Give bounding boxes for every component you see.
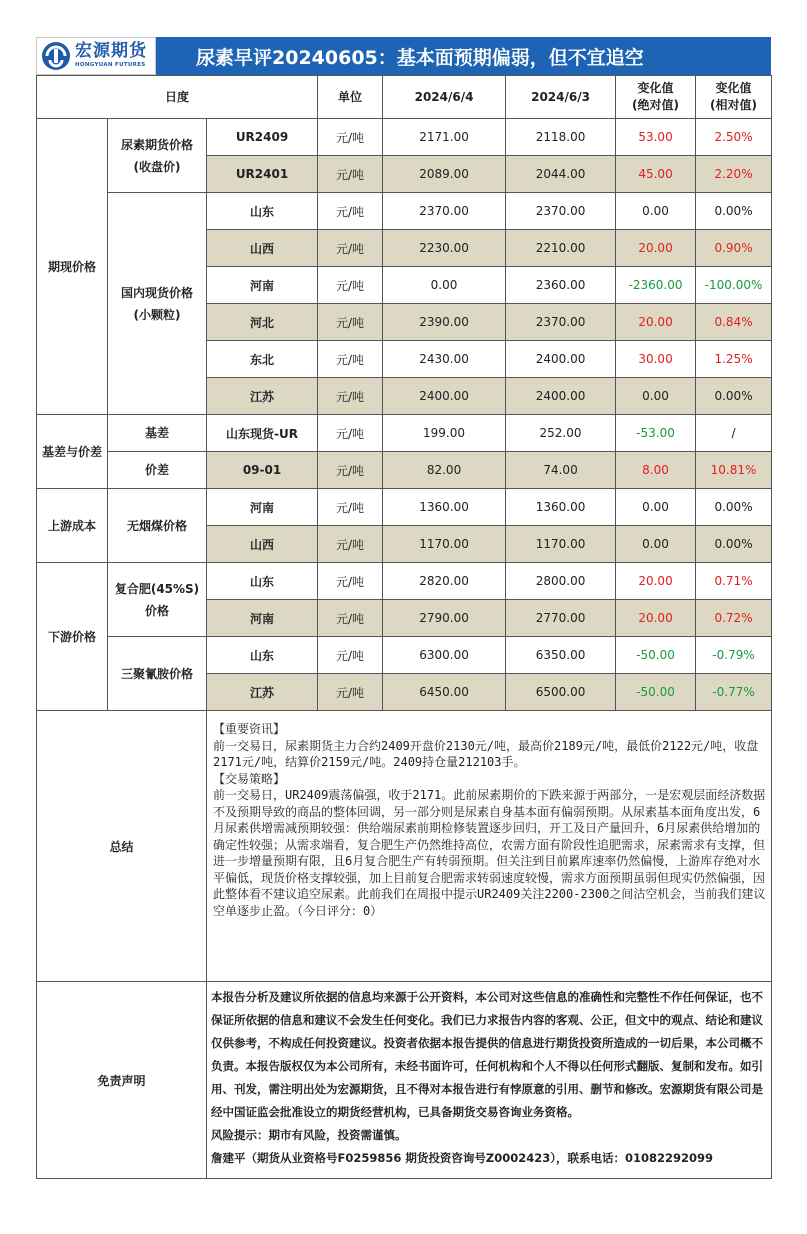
row-change-rel: 0.00% <box>696 489 772 526</box>
row-item: 山东 <box>207 637 318 674</box>
table-row <box>37 637 772 674</box>
row-item: 山西 <box>207 230 318 267</box>
news-text: 前一交易日，尿素期货主力合约2409开盘价2130元/吨，最高价2189元/吨，最低价2122元/吨，收盘2171元/吨，结算价2159元/吨。2409持仓量212103手。 <box>213 738 759 769</box>
row-change-abs: 53.00 <box>616 119 696 156</box>
row-value-previous: 2800.00 <box>506 563 616 600</box>
row-change-abs: 8.00 <box>616 452 696 489</box>
row-unit: 元/吨 <box>318 526 383 563</box>
row-value-current: 2820.00 <box>383 563 506 600</box>
row-value-current: 2430.00 <box>383 341 506 378</box>
row-change-rel: 1.25% <box>696 341 772 378</box>
row-value-current: 1360.00 <box>383 489 506 526</box>
disclaimer-content <box>207 982 772 1179</box>
row-item: UR2409 <box>207 119 318 156</box>
risk-notice: 风险提示：期市有风险，投资需谨慎。 <box>211 1128 407 1142</box>
section-basis-spread: 基差与价差 <box>37 415 108 489</box>
group-futures-price: 尿素期货价格 (收盘价) <box>108 119 207 193</box>
strategy-text: 前一交易日，UR2409震荡偏强，收于2171。此前尿素期价的下跌来源于两部分，一是宏观层面经济数据不及预期导致的商品的整体回调，另一部分则是尿素自身基本面有偏弱预期。从尿素基本面角度出发，6月尿素供增需减预期较强：供给端尿素前期检修装置逐步回归，开工及日产量回升，6月尿素供给增加的确定性较强；从需求端看，复合肥生产仍然维持高位，农需方面有阶段性追肥需求，尿素需求有支撑，但进一步增量预期有限，且6月复合肥生产有转弱预期。但关注到目前累库速率仍然偏慢，上游库存绝对水平偏低，现货价格支撑较强，加上目前复合肥需求转弱速度较慢，需求方面预期虽弱但现实仍然偏强，因此整体看不建议追空尿素。此前我们在周报中提示UR2409关注2200-2300之间沽空机会，当前我们建议空单逐步止盈。（今日评分：0） <box>213 788 766 918</box>
row-unit: 元/吨 <box>318 637 383 674</box>
row-value-previous: 6350.00 <box>506 637 616 674</box>
row-change-abs: 0.00 <box>616 378 696 415</box>
row-value-previous: 2770.00 <box>506 600 616 637</box>
table-row <box>37 452 772 489</box>
row-change-rel: 0.84% <box>696 304 772 341</box>
row-item: 河北 <box>207 304 318 341</box>
table-header-row <box>37 76 772 119</box>
row-unit: 元/吨 <box>318 489 383 526</box>
row-change-abs: 30.00 <box>616 341 696 378</box>
row-item: 山东 <box>207 193 318 230</box>
row-change-abs: 0.00 <box>616 193 696 230</box>
company-logo-icon <box>41 41 71 71</box>
row-value-current: 2790.00 <box>383 600 506 637</box>
row-change-abs: 0.00 <box>616 526 696 563</box>
col-header-date1: 2024/6/4 <box>383 76 506 119</box>
row-change-rel: 0.00% <box>696 526 772 563</box>
row-change-rel: -0.77% <box>696 674 772 711</box>
table-row <box>37 193 772 230</box>
report-page <box>36 37 771 1179</box>
row-change-rel: 2.50% <box>696 119 772 156</box>
row-change-abs: 20.00 <box>616 304 696 341</box>
row-value-previous: 1170.00 <box>506 526 616 563</box>
news-heading: 【重要资讯】 <box>213 722 286 736</box>
row-change-abs: -53.00 <box>616 415 696 452</box>
row-item: 河南 <box>207 600 318 637</box>
row-unit: 元/吨 <box>318 267 383 304</box>
row-value-previous: 2400.00 <box>506 378 616 415</box>
company-logo <box>36 37 156 75</box>
summary-content <box>207 711 772 982</box>
row-change-rel: 0.00% <box>696 378 772 415</box>
row-unit: 元/吨 <box>318 119 383 156</box>
row-item: UR2401 <box>207 156 318 193</box>
row-value-previous: 6500.00 <box>506 674 616 711</box>
group-basis: 基差 <box>108 415 207 452</box>
row-change-rel: 0.00% <box>696 193 772 230</box>
row-value-current: 2089.00 <box>383 156 506 193</box>
row-change-rel: / <box>696 415 772 452</box>
row-value-previous: 2210.00 <box>506 230 616 267</box>
row-change-abs: 0.00 <box>616 489 696 526</box>
disclaimer-label: 免责声明 <box>37 982 207 1179</box>
table-row <box>37 563 772 600</box>
group-anthracite-price: 无烟煤价格 <box>108 489 207 563</box>
row-item: 山东现货-UR <box>207 415 318 452</box>
strategy-heading: 【交易策略】 <box>213 771 286 786</box>
row-value-current: 2400.00 <box>383 378 506 415</box>
row-change-rel: -100.00% <box>696 267 772 304</box>
row-value-current: 1170.00 <box>383 526 506 563</box>
row-change-abs: 20.00 <box>616 230 696 267</box>
table-row <box>37 415 772 452</box>
row-change-abs: 45.00 <box>616 156 696 193</box>
row-value-previous: 252.00 <box>506 415 616 452</box>
row-unit: 元/吨 <box>318 452 383 489</box>
row-value-current: 2171.00 <box>383 119 506 156</box>
section-upstream-cost: 上游成本 <box>37 489 108 563</box>
row-unit: 元/吨 <box>318 304 383 341</box>
group-compound-fertilizer-price: 复合肥(45%S) 价格 <box>108 563 207 637</box>
logo-english-name: HONGYUAN FUTURES <box>75 62 146 69</box>
row-unit: 元/吨 <box>318 156 383 193</box>
row-value-current: 2390.00 <box>383 304 506 341</box>
report-title: 尿素早评20240605：基本面预期偏弱，但不宜追空 <box>156 37 771 75</box>
row-item: 江苏 <box>207 378 318 415</box>
row-item: 09-01 <box>207 452 318 489</box>
disclaimer-text: 本报告分析及建议所依据的信息均来源于公开资料，本公司对这些信息的准确性和完整性不作任何保证，也不保证所依据的信息和建议不会发生任何变化。我们已力求报告内容的客观、公正，但文中的观点、结论和建议仅供参考，不构成任何投资建议。投资者依据本报告提供的信息进行期货投资所造成的一切后果，本公司概不负责。本报告版权仅为本公司所有，未经书面许可，任何机构和个人不得以任何形式翻版、复制和发布。如引用、刊发，需注明出处为宏源期货，且不得对本报告进行有悖原意的引用、删节和修改。宏源期货有限公司是经中国证监会批准设立的期货经营机构，已具备期货交易咨询业务资格。 <box>211 990 763 1119</box>
row-value-current: 2370.00 <box>383 193 506 230</box>
row-unit: 元/吨 <box>318 230 383 267</box>
row-change-abs: -50.00 <box>616 637 696 674</box>
row-unit: 元/吨 <box>318 674 383 711</box>
price-table <box>36 75 772 1179</box>
col-header-dim: 日度 <box>37 76 318 119</box>
row-value-previous: 2360.00 <box>506 267 616 304</box>
row-change-abs: 20.00 <box>616 600 696 637</box>
report-header <box>36 37 771 75</box>
row-item: 山西 <box>207 526 318 563</box>
row-unit: 元/吨 <box>318 600 383 637</box>
row-value-current: 82.00 <box>383 452 506 489</box>
row-unit: 元/吨 <box>318 341 383 378</box>
row-change-rel: 0.72% <box>696 600 772 637</box>
row-value-previous: 2370.00 <box>506 193 616 230</box>
section-futures-spot: 期现价格 <box>37 119 108 415</box>
row-value-current: 6450.00 <box>383 674 506 711</box>
row-item: 河南 <box>207 489 318 526</box>
row-value-previous: 1360.00 <box>506 489 616 526</box>
row-value-current: 0.00 <box>383 267 506 304</box>
row-change-abs: -50.00 <box>616 674 696 711</box>
row-value-current: 199.00 <box>383 415 506 452</box>
row-change-rel: -0.79% <box>696 637 772 674</box>
row-unit: 元/吨 <box>318 193 383 230</box>
row-item: 江苏 <box>207 674 318 711</box>
row-change-rel: 0.90% <box>696 230 772 267</box>
row-value-previous: 2370.00 <box>506 304 616 341</box>
row-unit: 元/吨 <box>318 563 383 600</box>
row-value-previous: 74.00 <box>506 452 616 489</box>
disclaimer-row <box>37 982 772 1179</box>
col-header-change-rel: 变化值 (相对值) <box>696 76 772 119</box>
row-value-current: 6300.00 <box>383 637 506 674</box>
row-value-previous: 2400.00 <box>506 341 616 378</box>
row-change-abs: 20.00 <box>616 563 696 600</box>
table-row <box>37 119 772 156</box>
row-item: 东北 <box>207 341 318 378</box>
row-change-rel: 0.71% <box>696 563 772 600</box>
group-melamine-price: 三聚氰胺价格 <box>108 637 207 711</box>
col-header-date2: 2024/6/3 <box>506 76 616 119</box>
summary-label: 总结 <box>37 711 207 982</box>
author-info: 詹建平（期货从业资格号F0259856 期货投资咨询号Z0002423），联系电话：01082292099 <box>211 1151 713 1165</box>
row-item: 河南 <box>207 267 318 304</box>
row-value-previous: 2118.00 <box>506 119 616 156</box>
row-change-rel: 10.81% <box>696 452 772 489</box>
row-item: 山东 <box>207 563 318 600</box>
logo-chinese-name: 宏源期货 <box>75 41 147 62</box>
col-header-unit: 单位 <box>318 76 383 119</box>
col-header-change-abs: 变化值 (绝对值) <box>616 76 696 119</box>
summary-row <box>37 711 772 982</box>
row-change-abs: -2360.00 <box>616 267 696 304</box>
row-unit: 元/吨 <box>318 415 383 452</box>
row-change-rel: 2.20% <box>696 156 772 193</box>
group-spread: 价差 <box>108 452 207 489</box>
section-downstream-price: 下游价格 <box>37 563 108 711</box>
row-value-previous: 2044.00 <box>506 156 616 193</box>
row-unit: 元/吨 <box>318 378 383 415</box>
table-row <box>37 489 772 526</box>
row-value-current: 2230.00 <box>383 230 506 267</box>
group-spot-price: 国内现货价格 (小颗粒) <box>108 193 207 415</box>
